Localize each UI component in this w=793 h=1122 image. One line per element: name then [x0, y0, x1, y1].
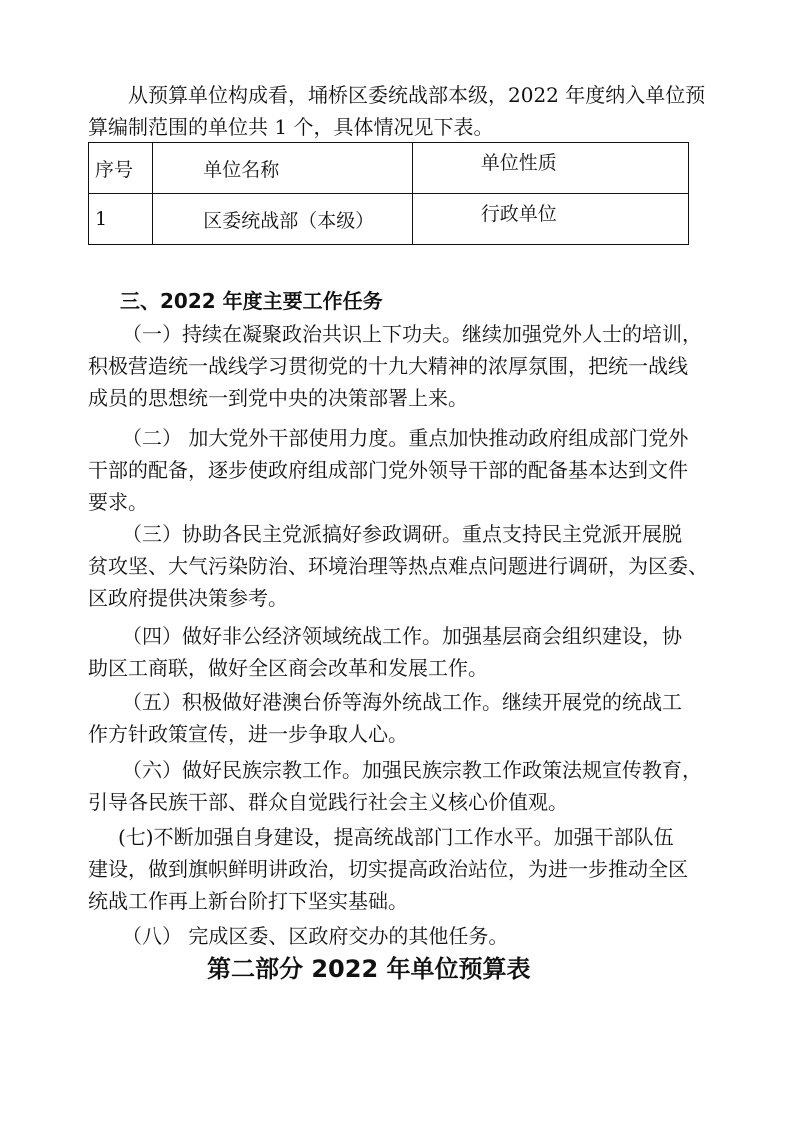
paragraph-6-line-1: （六）做好民族宗教工作。加强民族宗教工作政策法规宣传教育，: [122, 758, 702, 782]
paragraph-1-line-1: （一）持续在凝聚政治共识上下功夫。继续加强党外人士的培训，: [122, 322, 702, 346]
paragraph-2-line-2: 干部的配备，逐步使政府组成部门党外领导干部的配备基本达到文件: [88, 458, 688, 482]
paragraph-7-line-3: 统战工作再上新台阶打下坚实基础。: [88, 889, 408, 913]
part-two-title: 第二部分 2022 年单位预算表: [207, 955, 531, 983]
paragraph-4-line-1: （四）做好非公经济领域统战工作。加强基层商会组织建设，协: [122, 624, 682, 648]
header-cell-index: 序号: [89, 143, 153, 194]
row-cell-index: 1: [89, 194, 153, 245]
paragraph-4-line-2: 助区工商联，做好全区商会改革和发展工作。: [88, 656, 488, 680]
section-heading: 三、2022 年度主要工作任务: [120, 289, 383, 313]
header-cell-unit-name: 单位名称: [153, 143, 413, 194]
table-row: [89, 194, 689, 245]
header-cell-unit-type: 单位性质: [412, 143, 688, 194]
intro-line-1: 从预算单位构成看，埇桥区委统战部本级，2022 年度纳入单位预: [128, 83, 706, 107]
paragraph-1-line-2: 积极营造统一战线学习贯彻党的十九大精神的浓厚氛围，把统一战线: [88, 354, 688, 378]
paragraph-7-line-1: (七)不断加强自身建设，提高统战部门工作水平。加强干部队伍: [118, 825, 674, 849]
paragraph-1-line-3: 成员的思想统一到党中央的决策部署上来。: [88, 386, 468, 410]
intro-line-2: 算编制范围的单位共 1 个，具体情况见下表。: [88, 115, 494, 139]
paragraph-5-line-1: （五）积极做好港澳台侨等海外统战工作。继续开展党的统战工: [122, 690, 682, 714]
paragraph-3-line-1: （三）协助各民主党派搞好参政调研。重点支持民主党派开展脱: [122, 522, 682, 546]
row-cell-unit-name: 区委统战部（本级）: [153, 194, 413, 245]
paragraph-3-line-3: 区政府提供决策参考。: [88, 586, 288, 610]
paragraph-2-line-3: 要求。: [88, 490, 148, 514]
unit-table: [88, 142, 689, 245]
table-header-row: [89, 143, 689, 194]
paragraph-7-line-2: 建设，做到旗帜鲜明讲政治，切实提高政治站位，为进一步推动全区: [88, 857, 688, 881]
paragraph-3-line-2: 贫攻坚、大气污染防治、环境治理等热点难点问题进行调研，为区委、: [88, 554, 708, 578]
paragraph-6-line-2: 引导各民族干部、群众自觉践行社会主义核心价值观。: [88, 790, 568, 814]
paragraph-2-line-1: （二） 加大党外干部使用力度。重点加快推动政府组成部门党外: [122, 426, 689, 450]
row-cell-unit-type: 行政单位: [412, 194, 688, 245]
paragraph-8-line-1: （八） 完成区委、区政府交办的其他任务。: [122, 924, 509, 948]
paragraph-5-line-2: 作方针政策宣传，进一步争取人心。: [88, 722, 408, 746]
